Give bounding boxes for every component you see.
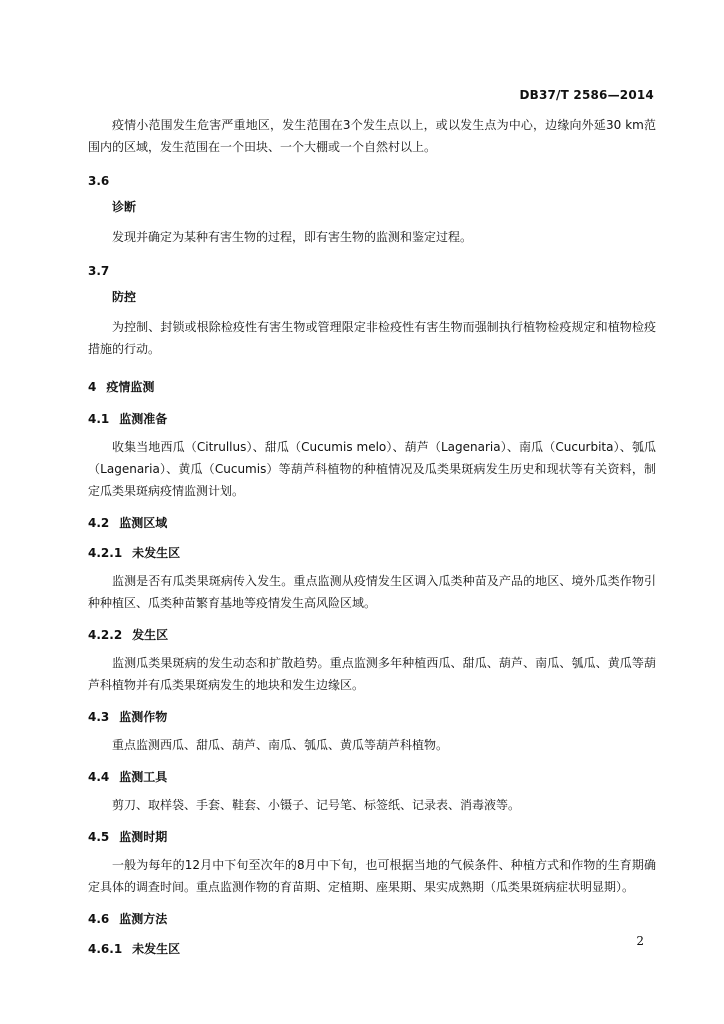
subsection-number: 4.6 [88,912,110,926]
section-title: 疫情监测 [106,380,155,394]
page-number: 2 [636,934,644,948]
paragraph: 疫情小范围发生危害严重地区，发生范围在3个发生点以上，或以发生点为中心，边缘向外延30 km范围内的区域，发生范围在一个田块、一个大棚或一个自然村以上。 [88,118,656,154]
clause-title: 发生区 [132,628,169,642]
paragraph: 发现并确定为某种有害生物的过程，即有害生物的监测和鉴定过程。 [112,230,473,244]
document-body [88,114,656,966]
clause-heading [88,940,656,958]
clause-number: 4.2.1 [88,546,123,560]
section-number: 4 [88,380,97,394]
clause-title: 未发生区 [132,546,181,560]
subsection-title: 监测工具 [119,770,168,784]
subsection-title: 监测时期 [119,830,168,844]
subsection-number: 4.5 [88,830,110,844]
subsection-heading [88,768,656,786]
term-name: 防控 [112,290,137,304]
subsection-heading [88,514,656,532]
subsection-number: 4.1 [88,412,110,426]
standard-code: DB37/T 2586—2014 [519,88,654,102]
subsection-heading [88,708,656,726]
term-number: 3.7 [88,264,110,278]
clause-title: 未发生区 [132,942,181,956]
subsection-title: 监测区域 [119,516,168,530]
clause-number: 4.6.1 [88,942,123,956]
subsection-heading [88,828,656,846]
clause-number: 4.2.2 [88,628,123,642]
subsection-title: 监测准备 [119,412,168,426]
paragraph: 剪刀、取样袋、手套、鞋套、小镊子、记号笔、标签纸、记录表、消毒液等。 [112,798,521,812]
subsection-title: 监测方法 [119,912,168,926]
paragraph: 监测是否有瓜类果斑病传入发生。重点监测从疫情发生区调入瓜类种苗及产品的地区、境外瓜类作物引种种植区、瓜类种苗繁育基地等疫情发生高风险区域。 [88,574,656,610]
subsection-number: 4.3 [88,710,110,724]
subsection-heading [88,410,656,428]
subsection-heading [88,910,656,928]
paragraph: 收集当地西瓜（Citrullus）、甜瓜（Cucumis melo）、葫芦（Lagenaria）、南瓜（Cucurbita）、瓠瓜（Lagenaria）、黄瓜（Cucumis）等葫芦科植物的种植情况及瓜类果斑病发生历史和现状等有关资料，制定瓜类果斑病疫情监测计划。 [88,440,656,498]
clause-heading [88,544,656,562]
term-number: 3.6 [88,174,110,188]
clause-heading [88,626,656,644]
subsection-title: 监测作物 [119,710,168,724]
paragraph: 为控制、封锁或根除检疫性有害生物或管理限定非检疫性有害生物而强制执行植物检疫规定和植物检疫措施的行动。 [88,320,656,356]
paragraph: 一般为每年的12月中下旬至次年的8月中下旬，也可根据当地的气候条件、种植方式和作物的生育期确定具体的调查时间。重点监测作物的育苗期、定植期、座果期、果实成熟期（瓜类果斑病症状明显期）。 [88,858,656,894]
subsection-number: 4.4 [88,770,110,784]
paragraph: 重点监测西瓜、甜瓜、葫芦、南瓜、瓠瓜、黄瓜等葫芦科植物。 [112,738,449,752]
term-name: 诊断 [112,200,137,214]
subsection-number: 4.2 [88,516,110,530]
section-heading [88,378,656,396]
paragraph: 监测瓜类果斑病的发生动态和扩散趋势。重点监测多年种植西瓜、甜瓜、葫芦、南瓜、瓠瓜、黄瓜等葫芦科植物并有瓜类果斑病发生的地块和发生边缘区。 [88,656,656,692]
